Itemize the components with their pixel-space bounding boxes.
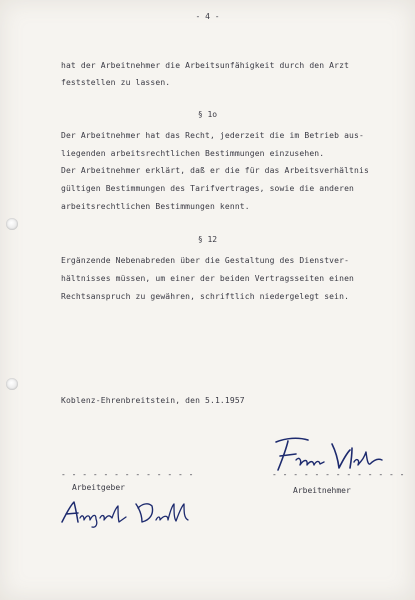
punch-hole-bottom xyxy=(6,378,18,390)
section-10-line-4: gültigen Bestimmungen des Tarifvertrages, sowie die anderen xyxy=(61,184,355,193)
page-number: - 4 - xyxy=(195,12,220,21)
employer-label: Arbeitgeber xyxy=(72,483,125,492)
section-10-line-3: Der Arbeitnehmer erklärt, daß er die für das Arbeitsverhältnis xyxy=(61,166,369,175)
section-10-line-2: liegenden arbeitsrechtlichen Bestimmungen einzusehen. xyxy=(61,149,325,158)
intro-line-2: feststellen zu lassen. xyxy=(61,78,171,87)
section-10-heading: § 1o xyxy=(197,110,218,119)
place-date-line: Koblenz-Ehrenbreitstein, den 5.1.1957 xyxy=(61,396,245,405)
section-12-line-2: hältnisses müssen, um einer der beiden Vertragsseiten einen xyxy=(61,274,355,283)
employer-signature-line: - - - - - - - - - - - - - xyxy=(61,470,194,479)
section-12-heading: § 12 xyxy=(197,235,218,244)
section-12-line-1: Ergänzende Nebenabreden über die Gestaltung des Dienstver- xyxy=(61,256,350,265)
section-12-line-3: Rechtsanspruch zu gewähren, schriftlich niedergelegt sein. xyxy=(61,292,350,301)
section-10-line-5: arbeitsrechtlichen Bestimmungen kennt. xyxy=(61,202,250,211)
section-10-line-1: Der Arbeitnehmer hat das Recht, jederzeit die im Betrieb aus- xyxy=(61,131,364,140)
employee-signature-line: - - - - - - - - - - - - - xyxy=(272,470,405,479)
punch-hole-top xyxy=(6,218,18,230)
employer-signature xyxy=(56,494,206,530)
intro-line-1: hat der Arbeitnehmer die Arbeitsunfähigkeit durch den Arzt xyxy=(61,61,350,70)
employee-label: Arbeitnehmer xyxy=(293,486,351,495)
